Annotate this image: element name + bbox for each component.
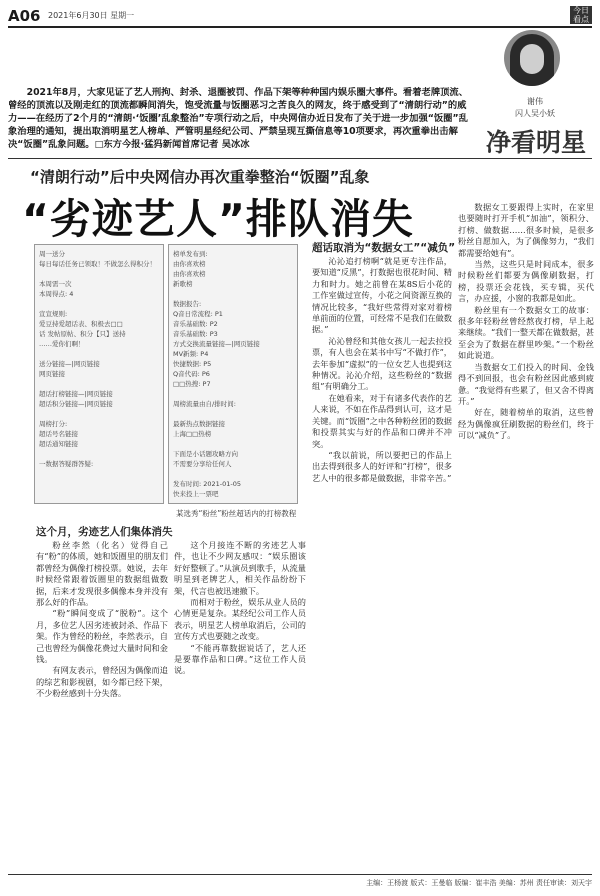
article-subtitle: “清朗行动”后中央网信办再次重拳整治“饭圈”乱象	[30, 168, 370, 186]
issue-date: 2021年6月30日 星期一	[48, 11, 135, 20]
page-header	[8, 6, 592, 28]
screenshot-line: 一数据答疑群答疑:	[39, 460, 94, 468]
screenshot-line: 超话号名链接	[39, 430, 78, 438]
screenshot-line	[173, 289, 293, 299]
body-paragraph: “我以前说，所以要把已的作品上出去得到很多人的好评和“打榜”，很多艺人中的很多都是做数据，非常辛苦。”	[312, 449, 452, 483]
screenshot-line: 宣宣规则:	[39, 310, 68, 318]
body-paragraph: “不能再靠数据说话了，艺人还是要靠作品和口碑。”这位工作人员说。	[174, 642, 306, 676]
body-column-b	[458, 202, 594, 864]
screenshot-line: 不需要分享给任何人	[173, 460, 232, 468]
screenshot-line: 爱豆持爱超话表、积极去□□	[39, 320, 123, 328]
screenshot-line: 周榜打分:	[39, 420, 68, 428]
image-caption: 某选秀“粉丝”粉丝超话内的打榜教程	[176, 509, 297, 518]
screenshot-line: □□热搜: P7	[173, 380, 211, 388]
screenshot-line: 超话积分链接—|网页链接	[39, 400, 113, 408]
body-paragraph: 沁沁曾经和其他女孩儿一起去拉投票，有人也会在某书中写“不做打作”，去年参加“虚拟”的一位女艺人也提到这种情况。沁沁介绍，这些粉丝的“数据组”有明确分工。	[312, 335, 452, 392]
column-name: 净看明星	[485, 128, 586, 157]
screenshot-line: 发布时间: 2021-01-05	[173, 480, 242, 488]
body-paragraph: 好在，随着榜单的取消，这些曾经为偶像疯狂刷数据的粉丝们，终于可以“减负”了。	[458, 407, 594, 441]
screenshot-line: 周一送分	[39, 250, 65, 258]
body-paragraph: 这个月接连不断的劣迹艺人事件，也让不少网友感叹：“娱乐圈该好好整顿了。”从演员到歌手，从流量明星到老牌艺人，相关作品纷纷下架，代言也被迅速撤下。	[174, 540, 306, 596]
article-headline: “劣迹艺人”排队消失	[22, 195, 414, 243]
screenshot-line	[173, 389, 293, 399]
screenshot-line	[39, 379, 159, 389]
screenshot-line	[39, 349, 159, 359]
screenshot-line	[39, 269, 159, 279]
body-column-c	[36, 540, 168, 864]
screenshot-line: 新歌榜	[173, 280, 193, 288]
author-avatar	[504, 30, 560, 86]
section-heading-artists-vanish: 这个月，劣迹艺人们集体消失	[36, 526, 173, 538]
screenshot-line: 超话通知链接	[39, 440, 78, 448]
screenshot-line: ……爱你们啊！	[39, 340, 85, 348]
body-paragraph: 粉丝里有一个数据女工的故事：很多年轻粉丝曾经熬夜打榜，早上起来继续。“我们一整天都在做数据，甚至会为了数据在群里吵架。”一个粉丝如此说道。	[458, 304, 594, 361]
screenshot-line: 下面是小话题攻略方向	[173, 450, 238, 458]
column-header	[476, 28, 594, 198]
screenshot-line	[39, 409, 159, 419]
ranking-guide-screenshot	[168, 244, 298, 504]
screenshot-line: 由你喜欢榜	[173, 260, 206, 268]
screenshot-line: 音乐基础数: P3	[173, 330, 218, 338]
screenshot-line	[173, 409, 293, 419]
body-column-a	[312, 256, 452, 836]
screenshot-line: MV新频: P4	[173, 350, 209, 358]
body-paragraph: 沁沁追打榜啊“就是更专注作品，要知道“反黑”，打数据也很花时间、精力和时力。她之前曾在某8S后小花的工作室做过宣传，小花之间资源互换的情况比较多，“我好些常得对家对着榜单前面的位置，可经常不是我们在做数据。”	[312, 256, 452, 335]
screenshot-line	[39, 449, 159, 459]
body-paragraph: 粉丝李然（化名）觉得自己有“粉”的体质，她和饭圈里的朋友们都曾经为偶像打榜投票。她说，去年时候经常跟着饭圈里的数据组做数据，后来才发现很多偶像本身并没有那么好的作品。	[36, 540, 168, 608]
body-paragraph: 数据女工要跟得上实时，在家里也要随时打开手机“加油”，领积分、打榜、做数据……很多时候，是很多粉丝自愿加入，为了偶像努力，“我们都需要给她有”。	[458, 202, 594, 258]
screenshot-line: 由你喜欢榜	[173, 270, 206, 278]
fan-group-screenshot	[34, 244, 164, 504]
screenshot-line: Q音日常流程: P1	[173, 310, 223, 318]
body-column-d	[174, 540, 306, 864]
body-paragraph: 而相对于粉丝，娱乐从业人员的心情更是复杂。某经纪公司工作人员表示，明星艺人榜单取消后，公司的宣传方式也要随之改变。	[174, 597, 306, 642]
screenshot-line: 周榜流量由自/排时间:	[173, 400, 236, 408]
body-paragraph: 当然，这些只是时间成本，很多时候粉丝们都要为偶像刷数据，打榜，投票还会花钱，买专辑，买代言，办应援，小窗的我都是如此。	[458, 259, 594, 304]
screenshot-line: 本周得点: 4	[39, 290, 74, 298]
author-title: 闪人吴小妖	[515, 109, 555, 118]
author-name: 谢伟	[527, 97, 543, 106]
screenshot-line	[173, 439, 293, 449]
screenshot-line: Q音代码: P6	[173, 370, 210, 378]
screenshot-line: 音乐基础数: P2	[173, 320, 218, 328]
page-number: A06	[8, 7, 41, 25]
screenshot-line: 送分链接—|网页链接	[39, 360, 100, 368]
divider	[8, 158, 592, 159]
page-footer: 主编：王杨渡 版式：王曼临 版编：崔丰浩 美编：苏州 责任审读：刘天宇	[8, 874, 592, 888]
screenshot-line: 上海□□热榜	[173, 430, 212, 438]
screenshot-line: 数据报告:	[173, 300, 202, 308]
screenshot-line: 快捷数据: P5	[173, 360, 212, 368]
body-paragraph: 有网友表示，曾经因为偶像而追的综艺和影视剧，如今都已经下架，不少粉丝感到十分失落。	[36, 665, 168, 699]
lead-paragraph: 2021年8月，大家见证了艺人刑拘、封杀、退圈被罚、作品下架等种种国内娱乐圈大事件。看着老牌顶流、曾经的顶流以及刚走红的顶流都瞬间消失，饱受流量与饭圈恶习之苦良久的网友，终于感受到了“清朗行动”的威力——在经历了2个月的“清朗·‘饭圈’乱象整治”专项行动之后，中央网信办近日发布了关于进一步加强“饭圈”乱象治理的通知，提出取消明星艺人榜单、严管明星经纪公司、严禁呈现互撕信息等10项要求，再次重拳出击解决“饭圈”乱象问题。□东方今报·猛犸新闻首席记者 吴冰冰	[8, 87, 469, 150]
screenshot-line: 快来投上一票吧	[173, 490, 219, 498]
screenshot-line: 榜单发布到:	[173, 250, 208, 258]
screenshot-line	[173, 469, 293, 479]
section-heading-data-workers: 超话取消为“数据女工”“减负”	[312, 242, 456, 254]
body-paragraph: 当数据女工们投入的时间、金钱得不到回报，也会有粉丝因此感到疲惫。“我觉得有些累了，但又舍不得离开。”	[458, 361, 594, 406]
screenshot-line: 最新热点数据链接	[173, 420, 225, 428]
screenshot-line	[39, 299, 159, 309]
screenshot-line: 每日每话任务已领取！不做怎么得积分！	[39, 260, 156, 268]
screenshot-line: 超话打榜链接—|网页链接	[39, 390, 113, 398]
body-paragraph: “粉”瞬间变成了“脱粉”。这个月，多位艺人因劣迹被封杀、作品下架。作为曾经的粉丝，李然表示，自己也曾经为偶像花费过大量时间和金钱。	[36, 608, 168, 665]
screenshot-line: 网页链接	[39, 370, 65, 378]
corner-tag: 今日看点	[570, 6, 592, 24]
body-paragraph: 在她看来，对于有诸多代表作的艺人来说，不如在作品得到认可，这才是关键。而“饭圈”之中各种粉丝团的数据和投票其实与好的作品和口碑并不冲突。	[312, 392, 452, 449]
screenshot-line: 话 发帖原帖、积分【只】送持	[39, 330, 126, 338]
screenshot-line: 本周需一次	[39, 280, 72, 288]
screenshot-line: 方式交换流量链接—|网页链接	[173, 340, 260, 348]
